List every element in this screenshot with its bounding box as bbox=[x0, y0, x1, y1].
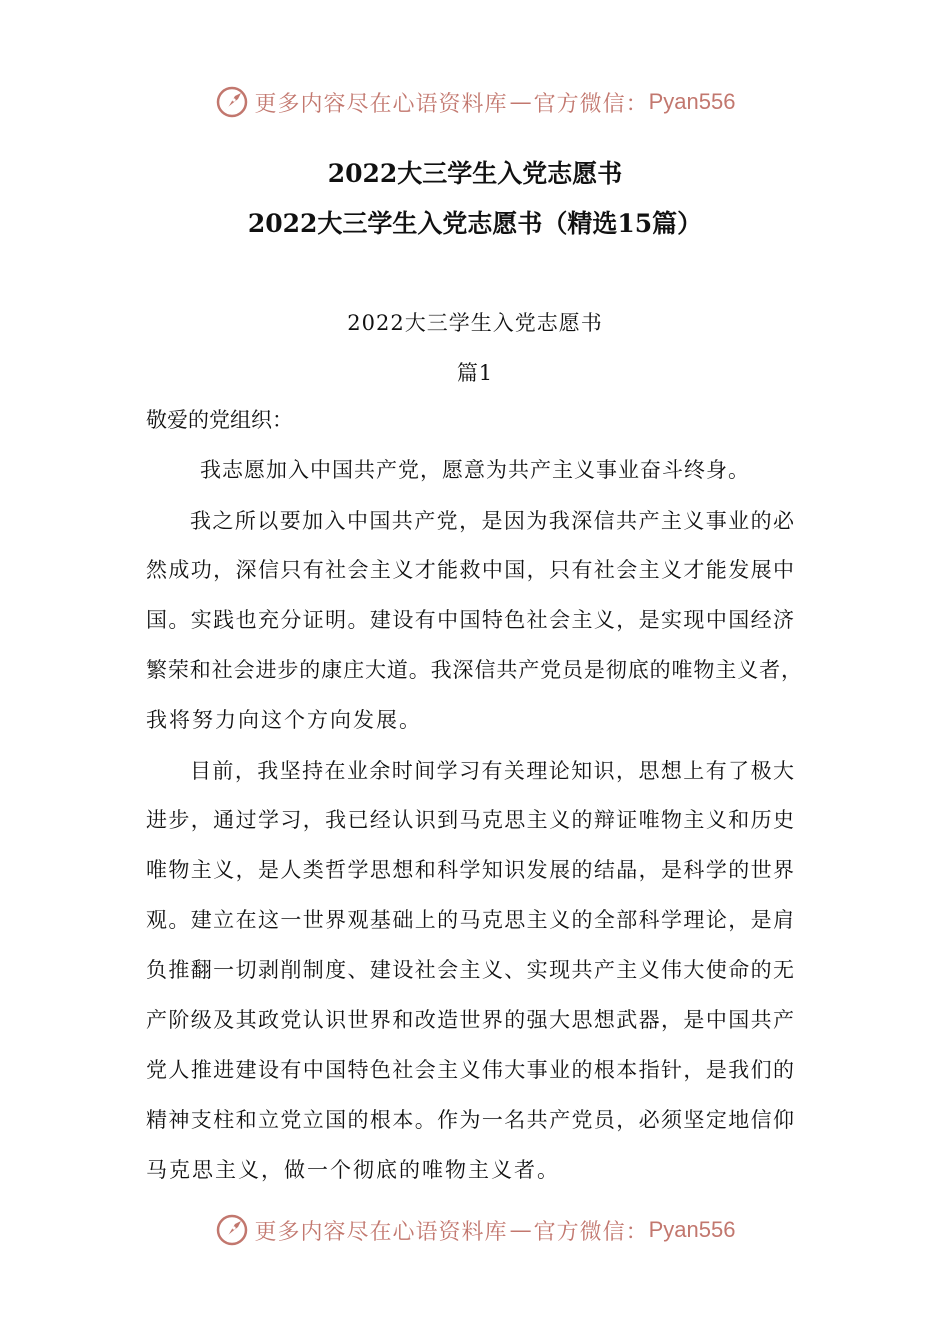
body-line: 唯物主义，是人类哲学思想和科学知识发展的结晶，是科学的世界 bbox=[146, 858, 794, 882]
body-line: 目前，我坚持在业余时间学习有关理论知识，思想上有了极大 bbox=[190, 759, 794, 783]
watermark-text: 更多内容尽在心语资料库 bbox=[254, 1219, 508, 1245]
body-line: 产阶级及其政党认识世界和改造世界的强大思想武器，是中国共产 bbox=[146, 1008, 794, 1032]
body-line: 负推翻一切剥削制度、建设社会主义、实现共产主义伟大使命的无 bbox=[146, 958, 794, 982]
watermark-separator: — bbox=[509, 1217, 532, 1243]
pen-nib-logo-icon bbox=[215, 85, 249, 119]
body-line: 观。建立在这一世界观基础上的马克思主义的全部科学理论，是肩 bbox=[146, 908, 794, 932]
document-subtitle: 2022大三学生入党志愿书（精选15篇） bbox=[247, 209, 703, 238]
salutation: 敬爱的党组织： bbox=[146, 408, 293, 432]
watermark-wechat-id: Pyan556 bbox=[648, 1217, 736, 1242]
watermark-separator: — bbox=[509, 89, 532, 115]
pen-nib-logo-icon bbox=[215, 1213, 249, 1247]
watermark-wechat-id: Pyan556 bbox=[648, 89, 736, 114]
section-title: 2022大三学生入党志愿书 bbox=[347, 311, 603, 335]
body-line: 然成功，深信只有社会主义才能救中国，只有社会主义才能发展中 bbox=[146, 558, 794, 582]
watermark-official: 官方微信： bbox=[533, 91, 649, 117]
body-line: 繁荣和社会进步的康庄大道。我深信共产党员是彻底的唯物主义者， bbox=[146, 658, 802, 682]
watermark-text: 更多内容尽在心语资料库 bbox=[254, 91, 508, 117]
body-line: 马克思主义，做一个彻底的唯物主义者。 bbox=[146, 1158, 560, 1182]
body-line: 我将努力向这个方向发展。 bbox=[146, 708, 422, 732]
watermark-official: 官方微信： bbox=[533, 1219, 649, 1245]
body-line: 国。实践也充分证明。建设有中国特色社会主义，是实现中国经济 bbox=[146, 608, 794, 632]
body-line: 我之所以要加入中国共产党，是因为我深信共产主义事业的必 bbox=[190, 509, 794, 533]
body-line: 精神支柱和立党立国的根本。作为一名共产党员，必须坚定地信仰 bbox=[146, 1108, 794, 1132]
body-line: 我志愿加入中国共产党，愿意为共产主义事业奋斗终身。 bbox=[200, 458, 750, 482]
watermark-banner-top bbox=[0, 82, 950, 122]
body-line: 进步，通过学习，我已经认识到马克思主义的辩证唯物主义和历史 bbox=[146, 808, 794, 832]
chapter-label: 篇1 bbox=[456, 361, 494, 385]
watermark-banner-bottom bbox=[0, 1210, 950, 1250]
document-title: 2022大三学生入党志愿书 bbox=[327, 159, 623, 188]
body-line: 党人推进建设有中国特色社会主义伟大事业的根本指针，是我们的 bbox=[146, 1058, 794, 1082]
